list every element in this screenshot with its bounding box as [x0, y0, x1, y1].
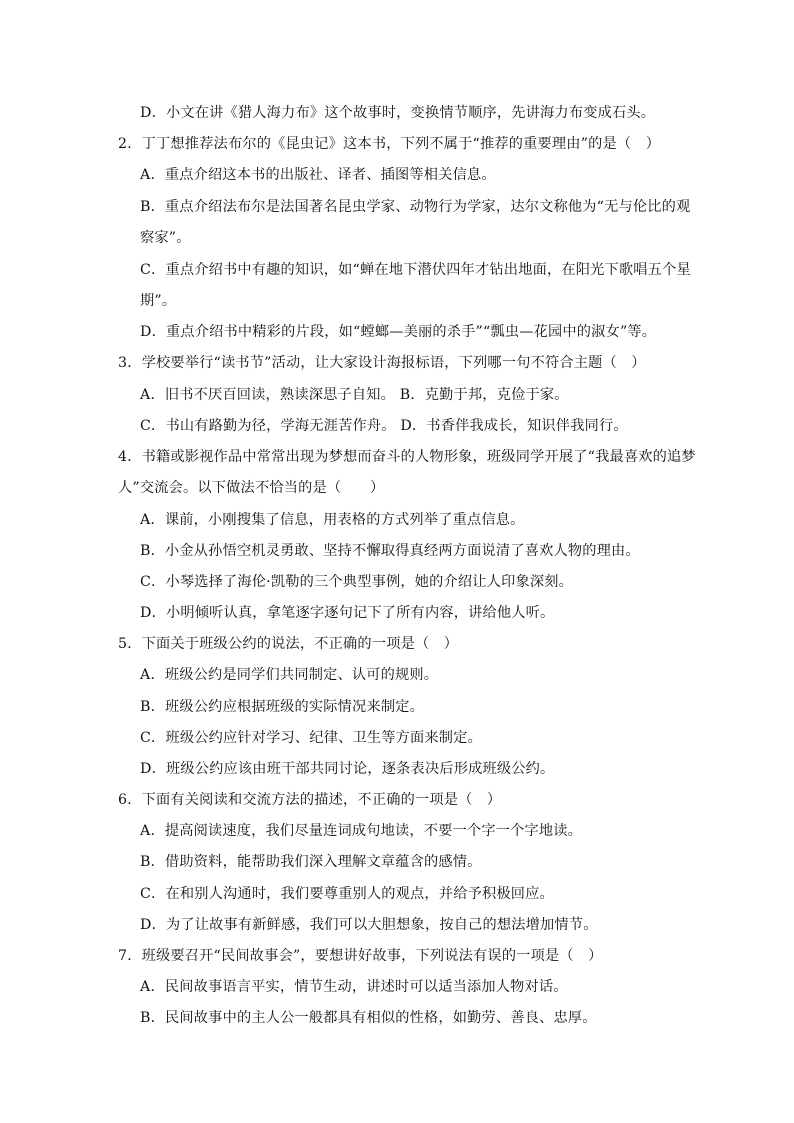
- option-7b: B．民间故事中的主人公一般都具有相似的性格，如勤劳、善良、忠厚。: [140, 1010, 597, 1026]
- option-2c-continued: 期”。: [140, 293, 177, 309]
- option-3cd: C．书山有路勤为径，学海无涯苦作舟。 D．书香伴我成长，知识伴我同行。: [140, 418, 628, 434]
- option-4b: B．小金从孙悟空机灵勇敢、坚持不懈取得真经两方面说清了喜欢人物的理由。: [140, 543, 640, 559]
- option-2a: A．重点介绍这本书的出版社、译者、插图等相关信息。: [140, 167, 496, 183]
- option-5d: D．班级公约应该由班干部共同讨论，逐条表决后形成班级公约。: [140, 761, 555, 777]
- option-4c: C．小琴选择了海伦·凯勒的三个典型事例，她的介绍让人印象深刻。: [140, 574, 574, 590]
- option-2c: C．重点介绍书中有趣的知识，如“蝉在地下潜伏四年才钻出地面，在阳光下歌唱五个星: [140, 262, 691, 278]
- option-5a: A．班级公约是同学们共同制定、认可的规则。: [140, 667, 439, 683]
- option-2b: B．重点介绍法布尔是法国著名昆虫学家、动物行为学家，达尔文称他为“无与伦比的观: [140, 199, 691, 215]
- option-7a: A．民间故事语言平实，情节生动，讲述时可以适当添加人物对话。: [140, 979, 568, 995]
- question-3: 3．学校要举行“读书节”活动，让大家设计海报标语，下列哪一句不符合主题（ ）: [118, 355, 646, 371]
- option-4a: A．课前，小刚搜集了信息，用表格的方式列举了重点信息。: [140, 512, 525, 528]
- option-6c: C．在和别人沟通时，我们要尊重别人的观点，并给予积极回应。: [140, 886, 554, 902]
- option-5c: C．班级公约应针对学习、纪律、卫生等方面来制定。: [140, 730, 482, 746]
- option-6b: B．借助资料，能帮助我们深入理解文章蕴含的感情。: [140, 854, 482, 870]
- question-5: 5．下面关于班级公约的说法，不正确的一项是（ ）: [118, 636, 459, 652]
- question-2: 2．丁丁想推荐法布尔的《昆虫记》这本书，下列不属于“推荐的重要理由”的是（ ）: [118, 136, 661, 152]
- question-6: 6．下面有关阅读和交流方法的描述，不正确的一项是（ ）: [118, 792, 502, 808]
- option-5b: B．班级公约应根据班级的实际情况来制定。: [140, 699, 424, 715]
- option-2b-continued: 察家”。: [140, 230, 191, 246]
- question-4: 4．书籍或影视作品中常常出现为梦想而奋斗的人物形象，班级同学开展了“我最喜欢的追梦: [118, 449, 696, 465]
- option-2d: D．重点介绍书中精彩的片段，如“螳螂—美丽的杀手”“瓢虫—花园中的淑女”等。: [140, 324, 657, 340]
- option-4d: D．小明倾听认真，拿笔逐字逐句记下了所有内容，讲给他人听。: [140, 605, 555, 621]
- question-4-continued: 人”交流会。以下做法不恰当的是（ ）: [118, 480, 385, 496]
- option-6a: A．提高阅读速度，我们尽量连词成句地读，不要一个字一个字地读。: [140, 823, 583, 839]
- option-6d: D．为了让故事有新鲜感，我们可以大胆想象，按自己的想法增加情节。: [140, 917, 598, 933]
- option-1d: D．小文在讲《猎人海力布》这个故事时，变换情节顺序，先讲海力布变成石头。: [140, 105, 656, 121]
- option-3ab: A．旧书不厌百回读，熟读深思子自知。 B．克勤于邦，克俭于家。: [140, 387, 569, 403]
- question-7: 7．班级要召开“民间故事会”，要想讲好故事，下列说法有误的一项是（ ）: [118, 948, 603, 964]
